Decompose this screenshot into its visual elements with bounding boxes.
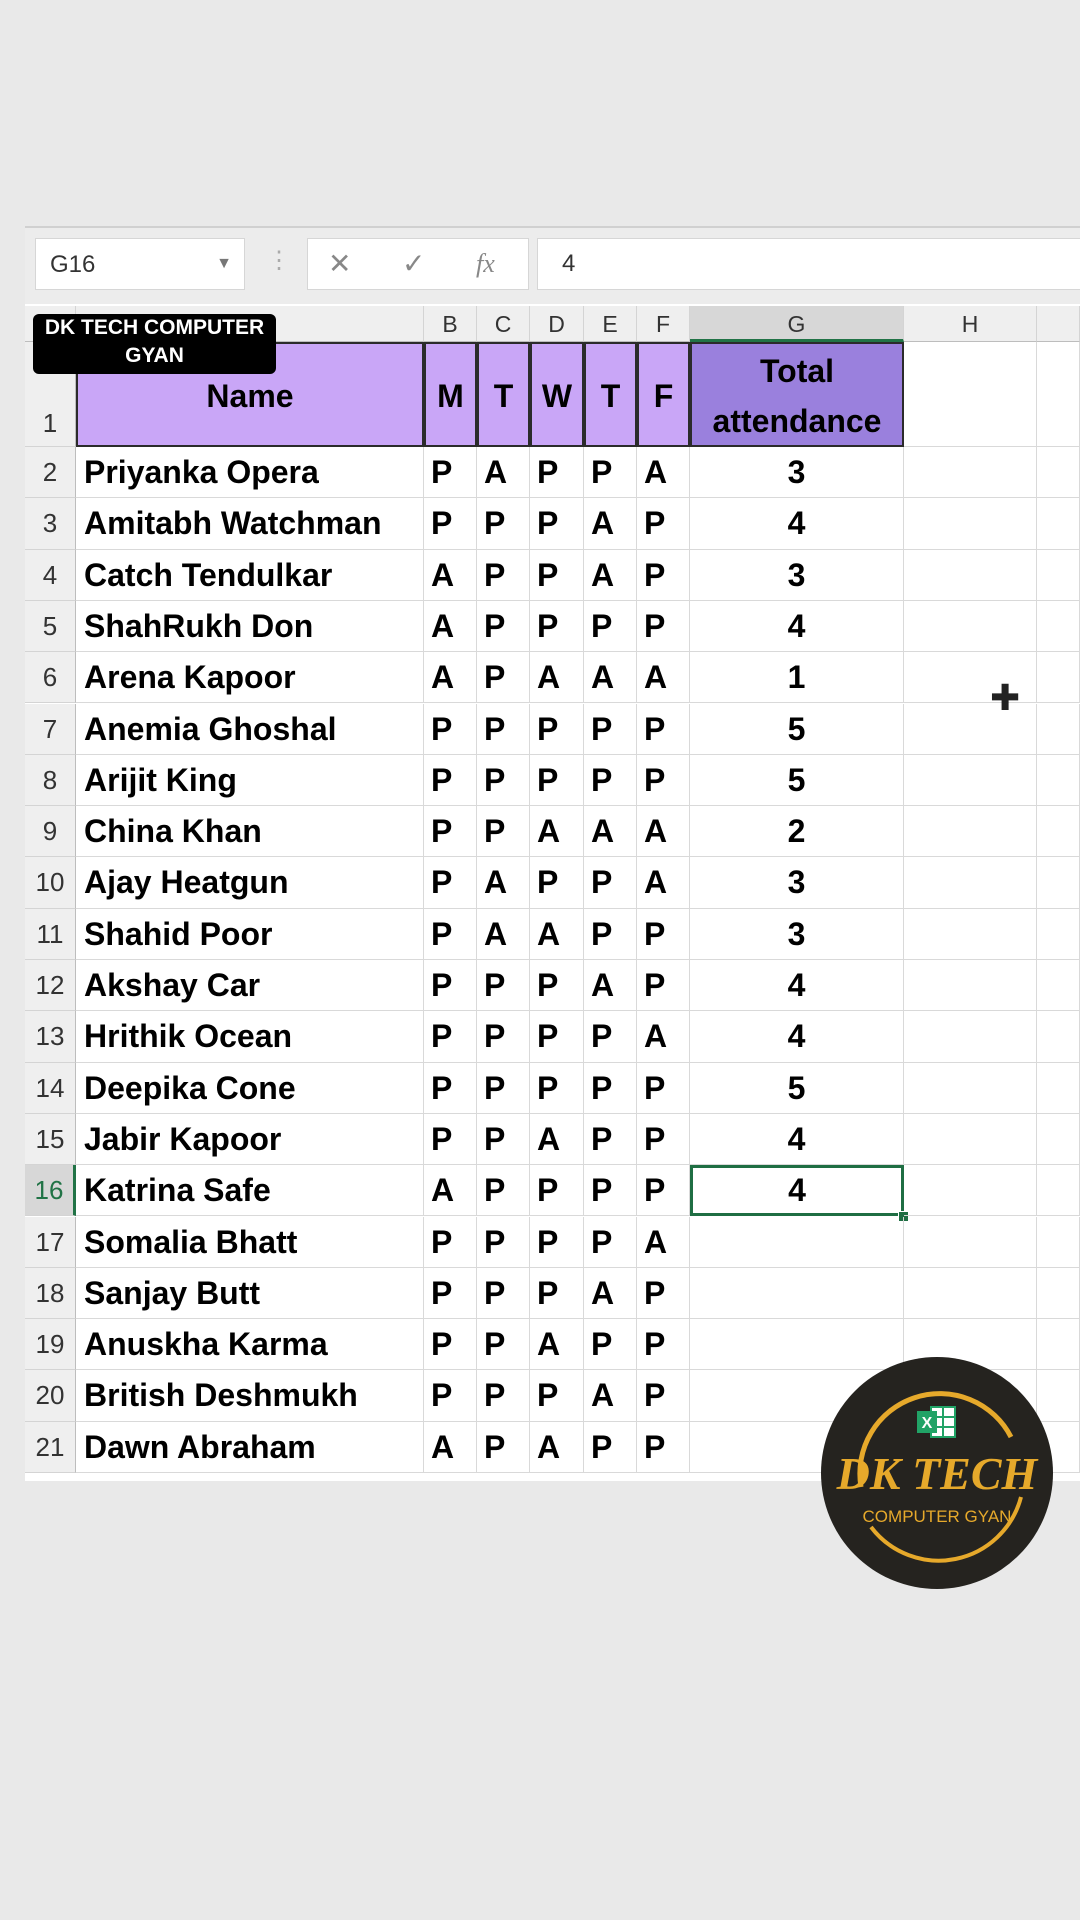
empty-cell[interactable] — [1037, 1114, 1080, 1165]
close-icon[interactable]: ✕ — [328, 248, 352, 279]
row-header-4[interactable]: 4 — [25, 550, 76, 601]
attendance-cell[interactable]: P — [584, 857, 637, 908]
attendance-cell[interactable]: A — [637, 857, 690, 908]
empty-cell[interactable] — [904, 447, 1037, 498]
empty-cell[interactable] — [1037, 601, 1080, 652]
attendance-cell[interactable]: P — [584, 755, 637, 806]
attendance-cell[interactable]: P — [584, 1422, 637, 1473]
attendance-cell[interactable]: A — [637, 652, 690, 703]
empty-cell[interactable] — [1037, 447, 1080, 498]
attendance-cell[interactable]: P — [584, 1063, 637, 1114]
attendance-cell[interactable]: A — [584, 498, 637, 549]
attendance-cell[interactable]: P — [530, 550, 584, 601]
attendance-cell[interactable]: P — [477, 755, 530, 806]
total-cell[interactable]: 2 — [690, 806, 904, 857]
empty-cell[interactable] — [1037, 755, 1080, 806]
attendance-cell[interactable]: P — [584, 1217, 637, 1268]
attendance-cell[interactable]: P — [477, 960, 530, 1011]
empty-cell[interactable] — [1037, 704, 1080, 755]
name-box-value: G16 — [50, 251, 96, 278]
total-cell[interactable]: 1 — [690, 652, 904, 703]
dk-tech-logo — [821, 1357, 1053, 1589]
name-cell[interactable]: Ajay Heatgun — [76, 857, 424, 908]
name-cell[interactable]: China Khan — [76, 806, 424, 857]
row-header-5[interactable]: 5 — [25, 601, 76, 652]
attendance-cell[interactable]: A — [424, 1422, 477, 1473]
attendance-cell[interactable]: P — [424, 1114, 477, 1165]
attendance-cell[interactable]: P — [584, 1011, 637, 1062]
attendance-cell[interactable]: A — [584, 1268, 637, 1319]
empty-cell[interactable] — [1037, 1011, 1080, 1062]
attendance-cell[interactable]: P — [637, 1370, 690, 1421]
attendance-cell[interactable]: P — [424, 1217, 477, 1268]
attendance-cell[interactable]: P — [477, 1370, 530, 1421]
attendance-cell[interactable]: A — [584, 806, 637, 857]
total-cell[interactable]: 4 — [690, 1114, 904, 1165]
total-cell[interactable] — [690, 1268, 904, 1319]
attendance-cell[interactable]: P — [424, 806, 477, 857]
attendance-cell[interactable]: P — [584, 909, 637, 960]
name-cell[interactable]: Amitabh Watchman — [76, 498, 424, 549]
attendance-cell[interactable]: A — [530, 1422, 584, 1473]
attendance-cell[interactable]: A — [584, 652, 637, 703]
attendance-cell[interactable]: P — [637, 909, 690, 960]
attendance-cell[interactable]: P — [637, 1165, 690, 1216]
attendance-cell[interactable]: P — [424, 704, 477, 755]
column-title-day[interactable]: M — [424, 342, 477, 447]
total-cell[interactable]: 4 — [690, 601, 904, 652]
attendance-cell[interactable]: P — [477, 601, 530, 652]
attendance-cell[interactable]: P — [477, 1165, 530, 1216]
empty-cell[interactable] — [904, 601, 1037, 652]
row-header-15[interactable]: 15 — [25, 1114, 76, 1165]
attendance-cell[interactable]: P — [477, 806, 530, 857]
row-header-21[interactable]: 21 — [25, 1422, 76, 1473]
total-cell[interactable]: 5 — [690, 755, 904, 806]
attendance-cell[interactable]: P — [530, 857, 584, 908]
row-header-20[interactable]: 20 — [25, 1370, 76, 1421]
row-header-3[interactable]: 3 — [25, 498, 76, 549]
attendance-cell[interactable]: P — [530, 1217, 584, 1268]
attendance-cell[interactable]: A — [637, 1217, 690, 1268]
empty-cell[interactable] — [1037, 550, 1080, 601]
attendance-cell[interactable]: A — [424, 652, 477, 703]
logo-sub-text: COMPUTER GYAN — [862, 1507, 1012, 1526]
formula-input-value: 4 — [562, 250, 576, 277]
column-header-b[interactable]: B — [424, 306, 477, 342]
attendance-cell[interactable]: P — [637, 1114, 690, 1165]
row-header-9[interactable]: 9 — [25, 806, 76, 857]
name-box[interactable] — [35, 238, 245, 290]
column-title-day[interactable]: W — [530, 342, 584, 447]
column-title-day[interactable]: F — [637, 342, 690, 447]
attendance-cell[interactable]: A — [530, 652, 584, 703]
formula-bar — [25, 226, 1080, 304]
total-cell[interactable]: 4 — [690, 1011, 904, 1062]
attendance-cell[interactable]: P — [424, 447, 477, 498]
attendance-cell[interactable]: P — [424, 1063, 477, 1114]
attendance-cell[interactable]: P — [424, 857, 477, 908]
attendance-cell[interactable]: P — [530, 704, 584, 755]
total-title-line-1: Total — [759, 353, 835, 389]
row-header-14[interactable]: 14 — [25, 1063, 76, 1114]
column-header-i[interactable] — [1037, 306, 1080, 342]
attendance-cell[interactable]: P — [584, 1114, 637, 1165]
svg-text:X: X — [921, 1415, 933, 1432]
column-title-day[interactable]: T — [584, 342, 637, 447]
attendance-cell[interactable]: P — [530, 1011, 584, 1062]
empty-cell[interactable] — [1037, 806, 1080, 857]
logo-main-text: DK TECH — [836, 1448, 1038, 1499]
name-cell[interactable]: Anuskha Karma — [76, 1319, 424, 1370]
row-header-13[interactable]: 13 — [25, 1011, 76, 1062]
attendance-cell[interactable]: P — [477, 1319, 530, 1370]
column-header-f[interactable]: F — [637, 306, 690, 342]
empty-cell[interactable] — [904, 1011, 1037, 1062]
attendance-cell[interactable]: P — [424, 1011, 477, 1062]
empty-cell[interactable] — [904, 1217, 1037, 1268]
column-header-e[interactable]: E — [584, 306, 637, 342]
name-cell[interactable]: Jabir Kapoor — [76, 1114, 424, 1165]
attendance-cell[interactable]: A — [424, 601, 477, 652]
empty-cell[interactable] — [904, 1268, 1037, 1319]
attendance-cell[interactable]: P — [584, 1165, 637, 1216]
watermark-line-2: GYAN — [125, 344, 184, 367]
cell-select-cross-icon: ✚ — [990, 677, 1021, 718]
name-cell[interactable]: Shahid Poor — [76, 909, 424, 960]
attendance-cell[interactable]: P — [637, 550, 690, 601]
formula-input[interactable] — [537, 238, 1080, 290]
empty-cell[interactable] — [1037, 1268, 1080, 1319]
attendance-cell[interactable]: A — [637, 447, 690, 498]
name-cell[interactable]: Priyanka Opera — [76, 447, 424, 498]
attendance-cell[interactable]: A — [637, 806, 690, 857]
attendance-cell[interactable]: P — [477, 704, 530, 755]
attendance-cell[interactable]: P — [637, 755, 690, 806]
attendance-cell[interactable]: P — [637, 1422, 690, 1473]
name-cell[interactable]: Catch Tendulkar — [76, 550, 424, 601]
empty-cell[interactable] — [904, 1114, 1037, 1165]
attendance-cell[interactable]: A — [584, 550, 637, 601]
empty-cell[interactable] — [904, 806, 1037, 857]
empty-cell[interactable] — [904, 960, 1037, 1011]
attendance-cell[interactable]: P — [424, 1370, 477, 1421]
attendance-cell[interactable]: A — [530, 1319, 584, 1370]
attendance-cell[interactable]: A — [477, 447, 530, 498]
attendance-cell[interactable]: P — [477, 498, 530, 549]
row-header-8[interactable]: 8 — [25, 755, 76, 806]
attendance-cell[interactable]: P — [530, 601, 584, 652]
excel-icon — [917, 1405, 957, 1439]
empty-cell[interactable] — [1037, 342, 1080, 447]
row-header-2[interactable]: 2 — [25, 447, 76, 498]
watermark-line-1: DK TECH COMPUTER — [44, 316, 265, 339]
column-title-total-attendance[interactable] — [690, 342, 904, 447]
total-cell[interactable]: 4 — [690, 498, 904, 549]
attendance-cell[interactable]: A — [530, 1114, 584, 1165]
column-header-h[interactable]: H — [904, 306, 1037, 342]
attendance-cell[interactable]: A — [530, 909, 584, 960]
name-cell[interactable]: Dawn Abraham — [76, 1422, 424, 1473]
row-header-10[interactable]: 10 — [25, 857, 76, 908]
watermark-badge — [33, 314, 276, 374]
attendance-cell[interactable]: P — [637, 960, 690, 1011]
attendance-cell[interactable]: P — [477, 1268, 530, 1319]
attendance-cell[interactable]: P — [584, 1319, 637, 1370]
attendance-cell[interactable]: P — [637, 1063, 690, 1114]
attendance-cell[interactable]: A — [530, 806, 584, 857]
attendance-cell[interactable]: P — [530, 1370, 584, 1421]
column-header-g[interactable]: G — [690, 306, 904, 342]
empty-cell[interactable] — [904, 909, 1037, 960]
attendance-cell[interactable]: P — [477, 1422, 530, 1473]
empty-cell[interactable] — [1037, 498, 1080, 549]
total-cell[interactable] — [690, 1217, 904, 1268]
attendance-cell[interactable]: P — [477, 550, 530, 601]
attendance-cell[interactable]: A — [637, 1011, 690, 1062]
row-header-16[interactable]: 16 — [25, 1165, 76, 1216]
row-header-11[interactable]: 11 — [25, 909, 76, 960]
column-header-d[interactable]: D — [530, 306, 584, 342]
attendance-cell[interactable]: A — [477, 909, 530, 960]
attendance-cell[interactable]: A — [477, 857, 530, 908]
column-title-name[interactable]: Name — [76, 342, 424, 447]
attendance-cell[interactable]: P — [584, 447, 637, 498]
empty-cell[interactable] — [1037, 1063, 1080, 1114]
attendance-cell[interactable]: P — [530, 447, 584, 498]
attendance-cell[interactable]: P — [477, 1011, 530, 1062]
name-cell[interactable]: Deepika Cone — [76, 1063, 424, 1114]
attendance-cell[interactable]: A — [584, 960, 637, 1011]
name-cell[interactable]: Anemia Ghoshal — [76, 704, 424, 755]
row-header-6[interactable]: 6 — [25, 652, 76, 703]
check-icon[interactable]: ✓ — [402, 248, 426, 279]
attendance-cell[interactable]: P — [530, 960, 584, 1011]
row-header-7[interactable]: 7 — [25, 704, 76, 755]
empty-cell[interactable] — [904, 1165, 1037, 1216]
name-cell[interactable]: Akshay Car — [76, 960, 424, 1011]
name-cell[interactable]: Arena Kapoor — [76, 652, 424, 703]
empty-cell[interactable] — [1037, 857, 1080, 908]
column-header-c[interactable]: C — [477, 306, 530, 342]
attendance-cell[interactable]: P — [584, 601, 637, 652]
empty-cell[interactable] — [1037, 909, 1080, 960]
empty-cell[interactable] — [904, 342, 1037, 447]
attendance-cell[interactable]: P — [530, 1268, 584, 1319]
insert-function-icon[interactable]: fx — [476, 249, 495, 278]
attendance-cell[interactable]: P — [424, 1319, 477, 1370]
attendance-cell[interactable]: P — [637, 704, 690, 755]
column-title-day[interactable]: T — [477, 342, 530, 447]
name-cell[interactable]: ShahRukh Don — [76, 601, 424, 652]
attendance-cell[interactable]: P — [424, 498, 477, 549]
empty-cell[interactable] — [904, 755, 1037, 806]
attendance-cell[interactable]: P — [424, 755, 477, 806]
attendance-cell[interactable]: P — [477, 1217, 530, 1268]
row-header-17[interactable]: 17 — [25, 1217, 76, 1268]
total-cell[interactable]: 5 — [690, 704, 904, 755]
active-cell-total[interactable]: 4 — [690, 1165, 904, 1216]
name-cell[interactable]: British Deshmukh — [76, 1370, 424, 1421]
attendance-cell[interactable]: P — [477, 652, 530, 703]
attendance-cell[interactable]: A — [424, 1165, 477, 1216]
attendance-cell[interactable]: P — [637, 498, 690, 549]
empty-cell[interactable] — [1037, 1165, 1080, 1216]
attendance-cell[interactable]: P — [530, 1165, 584, 1216]
name-cell[interactable]: Arijit King — [76, 755, 424, 806]
spreadsheet-window — [25, 226, 1080, 1481]
name-cell[interactable]: Somalia Bhatt — [76, 1217, 424, 1268]
total-cell[interactable]: 3 — [690, 447, 904, 498]
row-header-12[interactable]: 12 — [25, 960, 76, 1011]
attendance-cell[interactable]: P — [424, 909, 477, 960]
attendance-cell[interactable]: P — [424, 960, 477, 1011]
empty-cell[interactable] — [1037, 1217, 1080, 1268]
total-cell[interactable]: 3 — [690, 550, 904, 601]
attendance-cell[interactable]: P — [530, 498, 584, 549]
attendance-cell[interactable]: P — [637, 1319, 690, 1370]
empty-cell[interactable] — [904, 1063, 1037, 1114]
name-cell[interactable]: Sanjay Butt — [76, 1268, 424, 1319]
row-header-1[interactable]: 1 — [25, 342, 76, 447]
empty-cell[interactable] — [1037, 960, 1080, 1011]
name-cell[interactable]: Hrithik Ocean — [76, 1011, 424, 1062]
attendance-cell[interactable]: P — [424, 1268, 477, 1319]
formula-actions — [307, 238, 529, 290]
empty-cell[interactable] — [904, 498, 1037, 549]
attendance-cell[interactable]: P — [584, 704, 637, 755]
attendance-cell[interactable]: P — [477, 1063, 530, 1114]
empty-cell[interactable] — [904, 550, 1037, 601]
total-cell[interactable]: 5 — [690, 1063, 904, 1114]
name-cell[interactable]: Katrina Safe — [76, 1165, 424, 1216]
attendance-cell[interactable]: P — [637, 601, 690, 652]
chevron-down-icon[interactable]: ▼ — [216, 255, 232, 272]
total-cell[interactable]: 3 — [690, 909, 904, 960]
more-options-icon[interactable]: ⋮ — [267, 247, 291, 274]
row-header-18[interactable]: 18 — [25, 1268, 76, 1319]
total-title-line-2: attendance — [712, 403, 882, 439]
attendance-cell[interactable]: P — [637, 1268, 690, 1319]
attendance-cell[interactable]: A — [584, 1370, 637, 1421]
empty-cell[interactable] — [904, 857, 1037, 908]
row-header-19[interactable]: 19 — [25, 1319, 76, 1370]
total-cell[interactable]: 3 — [690, 857, 904, 908]
attendance-cell[interactable]: A — [424, 550, 477, 601]
attendance-cell[interactable]: P — [530, 1063, 584, 1114]
attendance-cell[interactable]: P — [530, 755, 584, 806]
attendance-cell[interactable]: P — [477, 1114, 530, 1165]
total-cell[interactable]: 4 — [690, 960, 904, 1011]
empty-cell[interactable] — [1037, 652, 1080, 703]
